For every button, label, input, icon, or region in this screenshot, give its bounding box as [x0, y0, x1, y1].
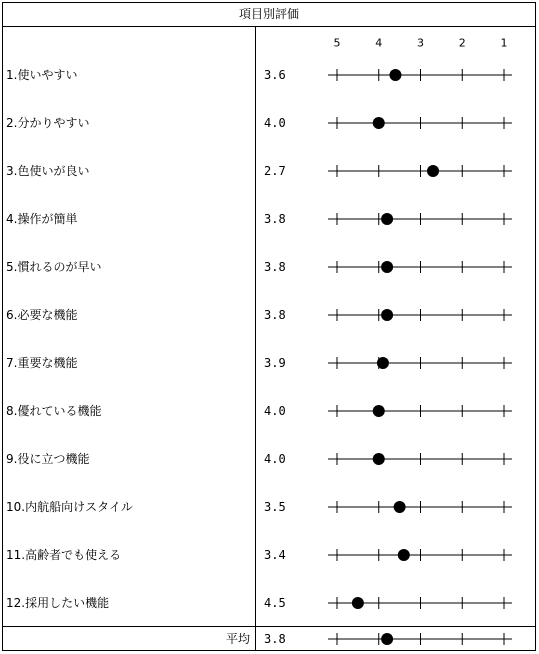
- item-value-marker: [373, 453, 385, 465]
- item-value-marker: [427, 165, 439, 177]
- average-value-marker: [381, 633, 393, 645]
- table-row: [6, 259, 512, 274]
- table-header: 項目別評価: [238, 7, 300, 21]
- item-label: 8.優れている機能: [6, 404, 102, 418]
- item-label: 11.高齢者でも使える: [6, 548, 122, 562]
- item-label: 6.必要な機能: [6, 308, 78, 322]
- item-score: 3.9: [264, 356, 286, 370]
- item-score: 4.0: [264, 404, 286, 418]
- item-value-marker: [389, 69, 401, 81]
- item-score: 4.5: [264, 596, 286, 610]
- item-value-marker: [373, 405, 385, 417]
- scale-ticks: [334, 37, 508, 50]
- item-label: 3.色使いが良い: [6, 164, 90, 178]
- table-row: [6, 451, 512, 466]
- scale-tick-label-2: 2: [458, 36, 466, 50]
- item-value-marker: [381, 261, 393, 273]
- item-label: 10.内航船向けスタイル: [6, 500, 133, 514]
- item-score: 3.8: [264, 308, 286, 322]
- item-label: 5.慣れるのが早い: [6, 260, 102, 274]
- item-value-marker: [398, 549, 410, 561]
- table-row: [6, 163, 512, 178]
- item-score: 3.8: [264, 260, 286, 274]
- item-value-marker: [373, 117, 385, 129]
- item-value-marker: [381, 309, 393, 321]
- item-score: 3.5: [264, 500, 286, 514]
- table-row: [6, 403, 512, 418]
- item-label: 9.役に立つ機能: [6, 452, 90, 466]
- item-score: 3.6: [264, 68, 286, 82]
- average-score: 3.8: [264, 632, 286, 646]
- item-label: 12.採用したい機能: [6, 596, 110, 610]
- item-label: 4.操作が簡単: [6, 212, 78, 226]
- item-value-marker: [377, 357, 389, 369]
- average-row: [226, 632, 512, 646]
- item-score: 4.0: [264, 452, 286, 466]
- average-label: 平均: [225, 632, 250, 646]
- item-label: 1.使いやすい: [6, 68, 78, 82]
- table-row: [6, 355, 512, 370]
- scale-tick-label-1: 1: [500, 36, 508, 50]
- scale-tick-label-3: 3: [417, 36, 424, 50]
- scale-tick-label-4: 4: [375, 36, 383, 50]
- table-row: [6, 547, 512, 562]
- item-rows: [6, 67, 512, 610]
- table-row: [6, 499, 512, 514]
- item-label: 7.重要な機能: [6, 356, 78, 370]
- item-score: 4.0: [264, 116, 286, 130]
- item-score: 2.7: [264, 164, 286, 178]
- table-row: [6, 67, 512, 82]
- table-row: [6, 211, 512, 226]
- table-row: [6, 595, 512, 610]
- item-score: 3.4: [264, 548, 286, 562]
- table-row: [6, 307, 512, 322]
- item-value-marker: [352, 597, 364, 609]
- item-label: 2.分かりやすい: [6, 116, 90, 130]
- table-row: [6, 115, 512, 130]
- item-value-marker: [381, 213, 393, 225]
- item-score: 3.8: [264, 212, 286, 226]
- scale-tick-label-5: 5: [333, 36, 341, 50]
- item-value-marker: [394, 501, 406, 513]
